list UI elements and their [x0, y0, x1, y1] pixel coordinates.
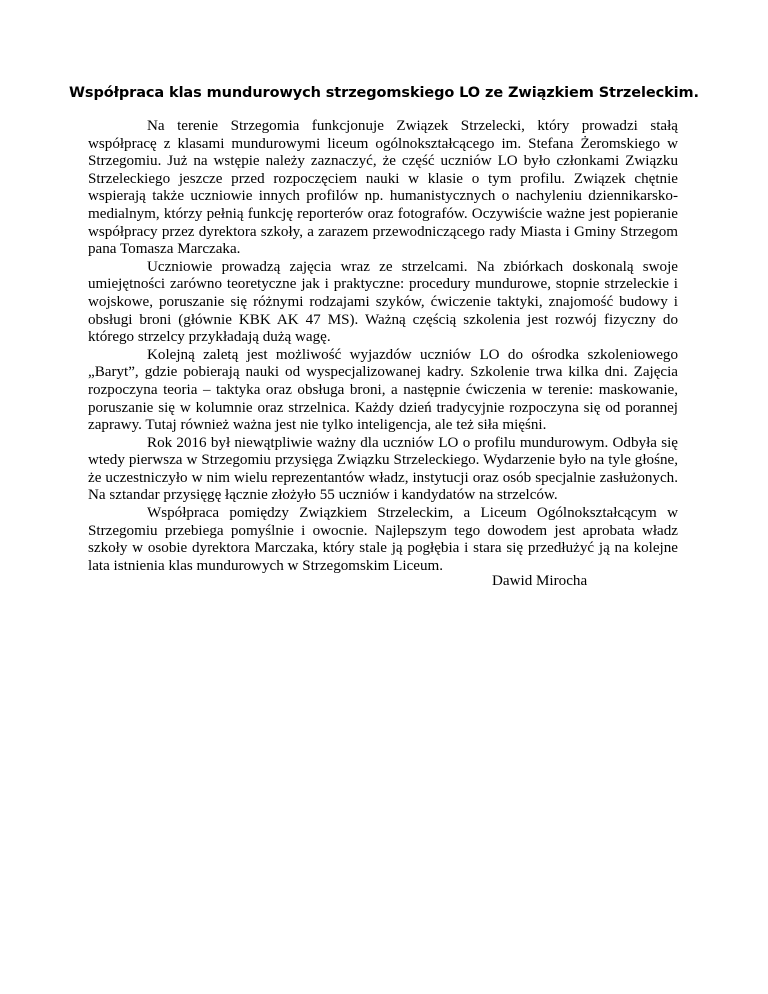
document-title: Współpraca klas mundurowych strzegomskiego LO ze Związkiem Strzeleckim. [69, 85, 699, 101]
paragraph-5: Współpraca pomiędzy Związkiem Strzeleckim, a Liceum Ogólnokształcącym w Strzegomiu przebiega pomyślnie i owocnie. Najlepszym tego dowodem jest aprobata władz szkoły w osobie dyrektora Marczaka, który stale ją pogłębia i stara się przedłużyć ją na kolejne lata istnienia klas mundurowych w Strzegomskim Liceum. [88, 505, 678, 574]
paragraph-3: Kolejną zaletą jest możliwość wyjazdów uczniów LO do ośrodka szkoleniowego „Baryt”, gdzie pobierają nauki od wyspecjalizowanej kadry. Szkolenie trwa kilka dni. Zajęcia rozpoczyna teoria – taktyka oraz obsługa broni, a następnie ćwiczenia w terenie: maskowanie, poruszanie się w kolumnie oraz strzelnica. Każdy dzień tradycyjnie rozpoczyna się od porannej zaprawy. Tutaj również ważna jest nie tylko inteligencja, ale też siła mięśni. [88, 346, 678, 434]
paragraph-2: Uczniowie prowadzą zajęcia wraz ze strzelcami. Na zbiórkach doskonalą swoje umiejętności zarówno teoretyczne jak i praktyczne: procedury mundurowe, stopnie strzeleckie i wojskowe, poruszanie się różnymi rodzajami szyków, ćwiczenie taktyki, znajomość budowy i obsługi broni (głównie KBK AK 47 MS). Ważną częścią szkolenia jest rozwój fizyczny do którego strzelcy przykładają dużą wagę. [88, 258, 678, 346]
author-signature: Dawid Mirocha [492, 573, 588, 589]
paragraph-1: Na terenie Strzegomia funkcjonuje Związek Strzelecki, który prowadzi stałą współpracę z klasami mundurowymi liceum ogólnokształcącego im. Stefana Żeromskiego w Strzegomiu. Już na wstępie należy zaznaczyć, że część uczniów LO było członkami Związku Strzeleckiego jeszcze przed rozpoczęciem nauki w klasie o tym profilu. Związek chętnie wspierają także uczniowie innych profilów np. humanistycznych o nachyleniu dziennikarsko-medialnym, którzy pełnią funkcję reporterów oraz fotografów. Oczywiście ważne jest popieranie współpracy przez dyrektora szkoły, a zarazem przewodniczącego rady Miasta i Gminy Strzegom pana Tomasza Marczaka. [88, 118, 678, 258]
article-body [88, 118, 678, 575]
paragraph-4: Rok 2016 był niewątpliwie ważny dla uczniów LO o profilu mundurowym. Odbyła się wtedy pierwsza w Strzegomiu przysięga Związku Strzeleckiego. Wydarzenie było na tyle głośne, że uczestniczyło w nim wielu reprezentantów władz, instytucji oraz osób specjalnie zasłużonych. Na sztandar przysięgę łącznie złożyło 55 uczniów i kandydatów na strzelców. [88, 434, 678, 504]
